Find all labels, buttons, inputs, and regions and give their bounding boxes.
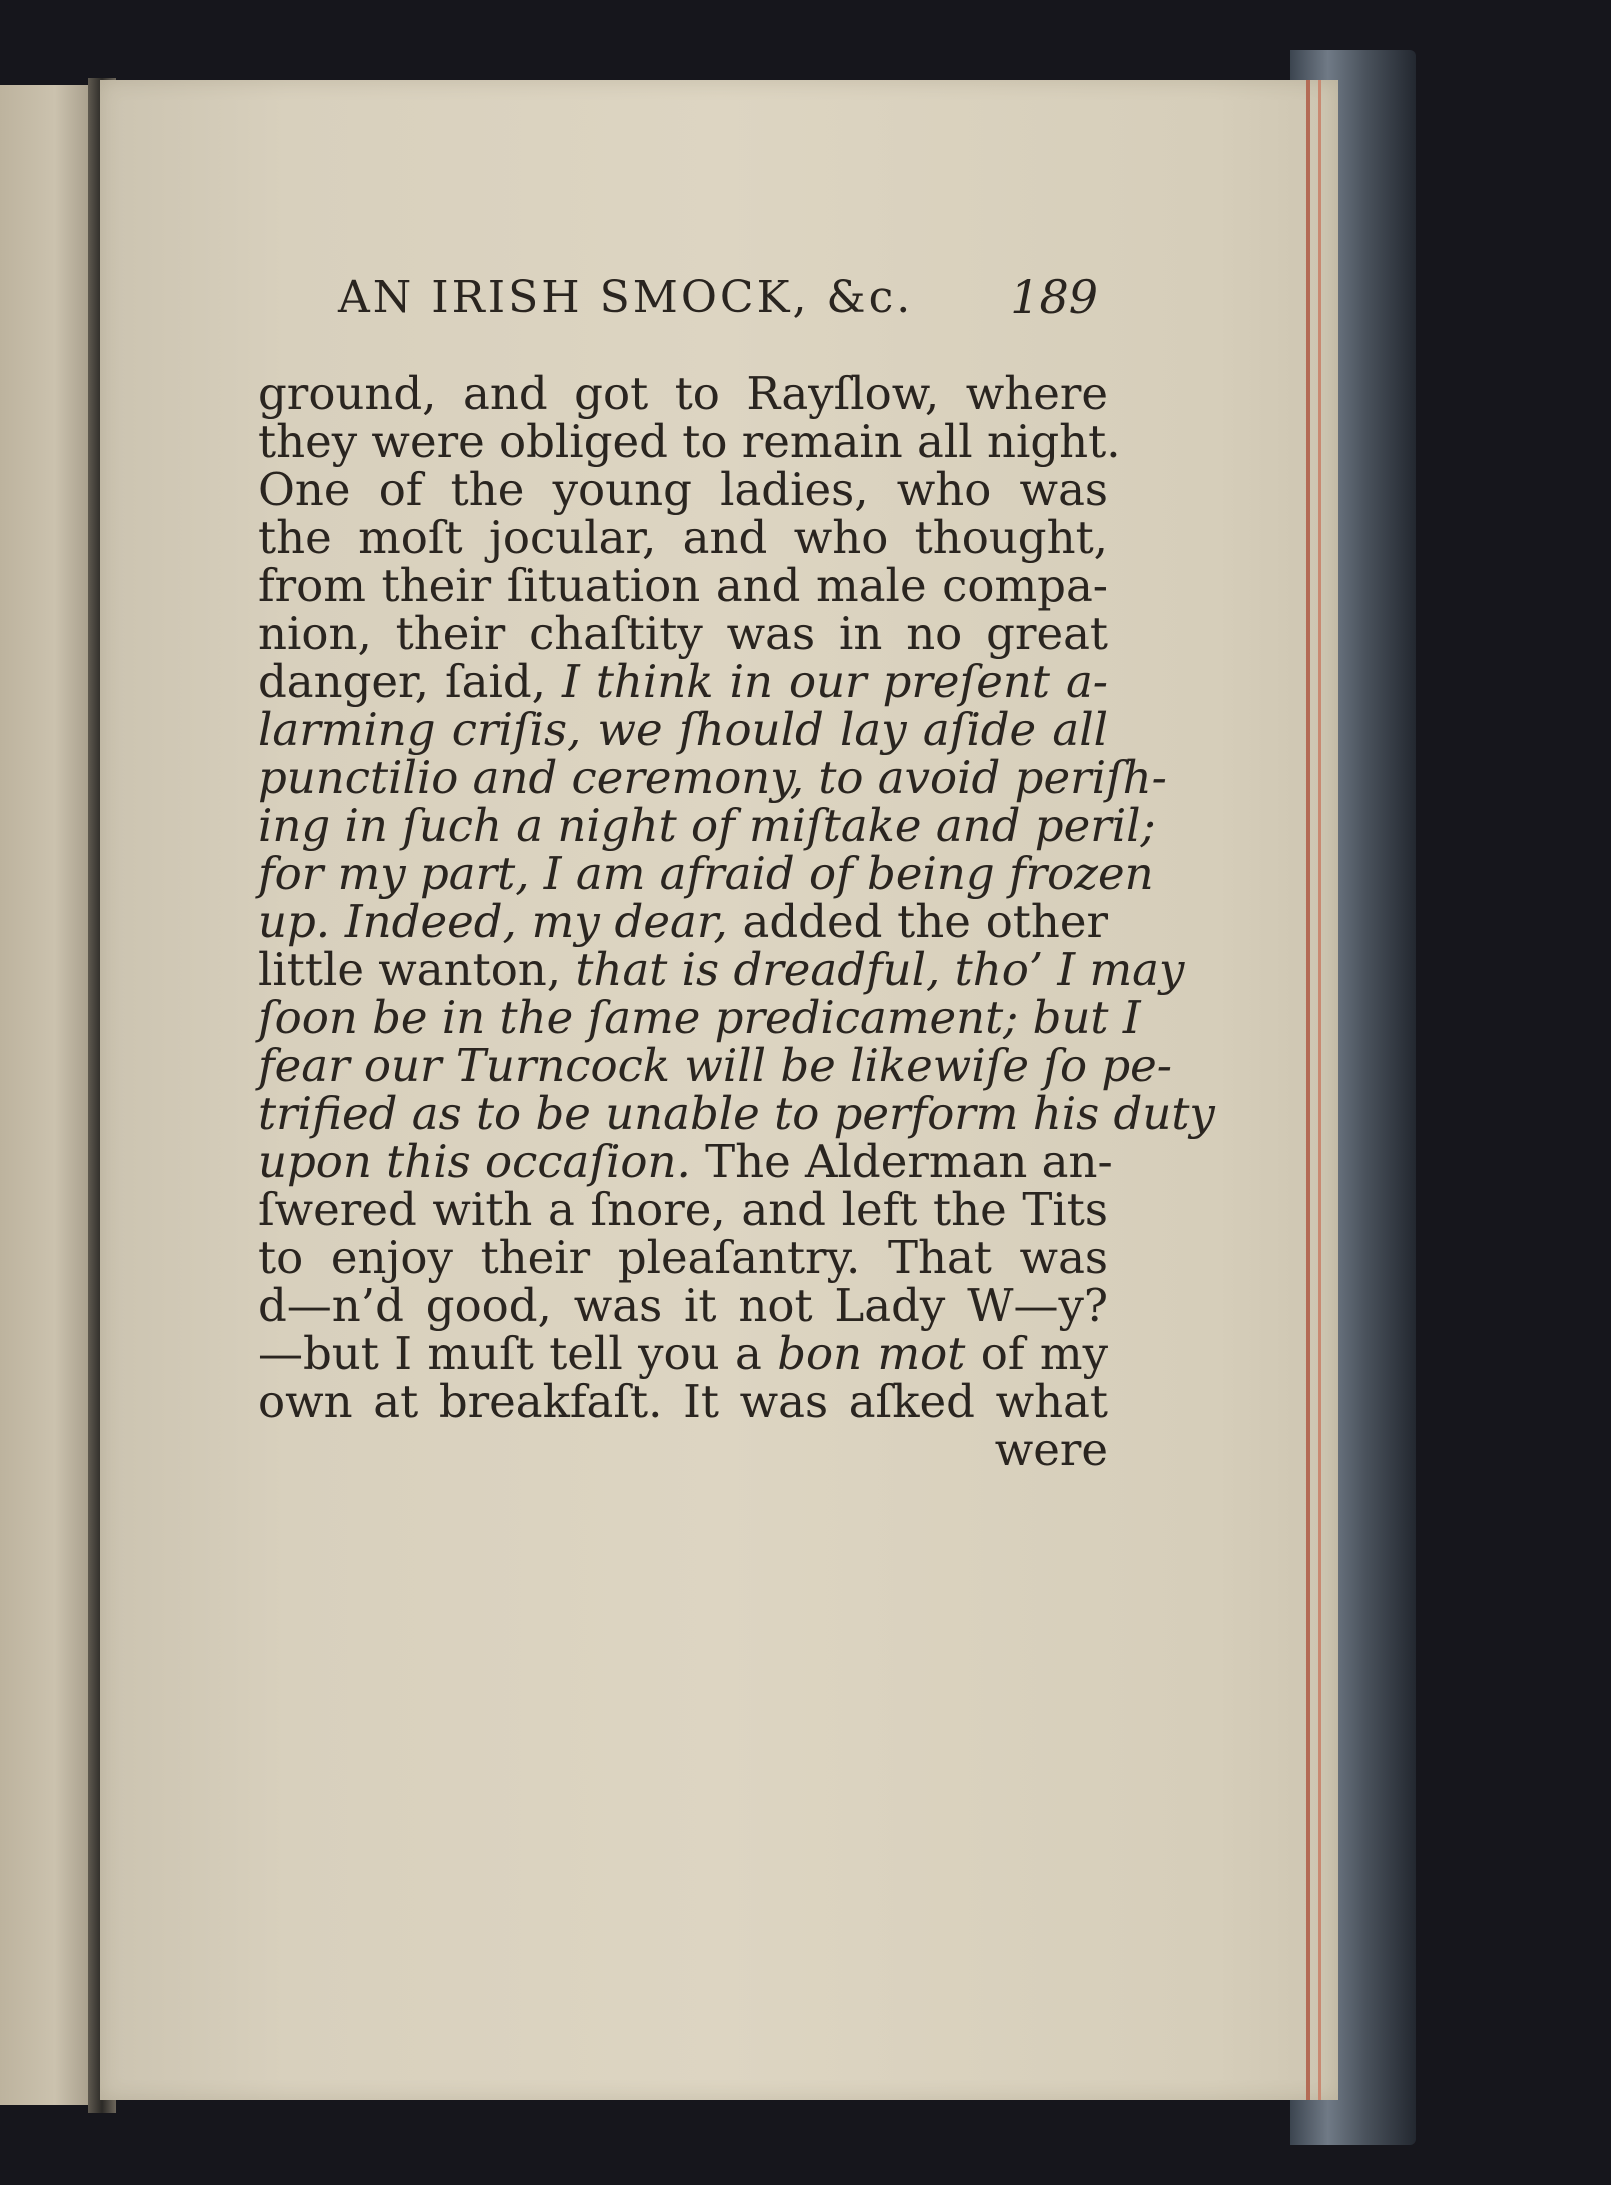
italic-text: upon this occaſion. [258,1135,691,1188]
page-number: 189 [1010,270,1098,324]
italic-text: that is dreadful, tho’ I may [575,943,1185,996]
roman-text: they were obliged to remain all night. [258,415,1121,468]
italic-text: ſoon be in the ſame predicament; but I [258,991,1141,1044]
roman-text: little wanton, [258,943,576,996]
italic-text: bon mot [777,1327,966,1380]
roman-text: the moſt jocular, and who thought, [258,511,1108,564]
roman-text: One of the young ladies, who was [258,463,1108,516]
catchword: were [994,1423,1108,1476]
italic-text: punctilio and ceremony, to avoid periſh- [258,751,1167,804]
page-header [338,262,1098,332]
roman-text: added the other [727,895,1108,948]
italic-text: I think in our preſent a- [562,655,1108,708]
roman-text: ground, and got to Rayſlow, where [258,367,1108,420]
roman-text: own at breakfaſt. It was aſked what [258,1375,1108,1428]
roman-text: from their ſituation and male compa- [258,559,1108,612]
italic-text: for my part, I am afraid of being frozen [258,847,1154,900]
roman-text: nion, their chaſtity was in no great [258,607,1108,660]
italic-text: up. Indeed, my dear, [258,895,728,948]
roman-text: to enjoy their pleaſantry. That was [258,1231,1108,1284]
italic-text: larming criſis, we ſhould lay aſide all [258,703,1108,756]
roman-text: The Alderman an- [690,1135,1113,1188]
running-head: AN IRISH SMOCK, &c. [338,272,914,323]
facing-page-edge [0,85,100,2105]
roman-text: ſwered with a ſnore, and left the Tits [258,1183,1108,1236]
italic-text: fear our Turncock will be likewiſe ſo pe- [258,1039,1172,1092]
page-edge-red-outer [1318,80,1321,2100]
page-edge-red [1306,80,1310,2100]
roman-text: —but I muſt tell you a [258,1327,778,1380]
roman-text: danger, ſaid, [258,655,562,708]
italic-text: ing in ſuch a night of miſtake and peril; [258,799,1156,852]
roman-text: of my [965,1327,1108,1380]
roman-text: d—n’d good, was it not Lady W—y? [258,1279,1108,1332]
italic-text: trified as to be unable to perform his duty [258,1087,1215,1140]
